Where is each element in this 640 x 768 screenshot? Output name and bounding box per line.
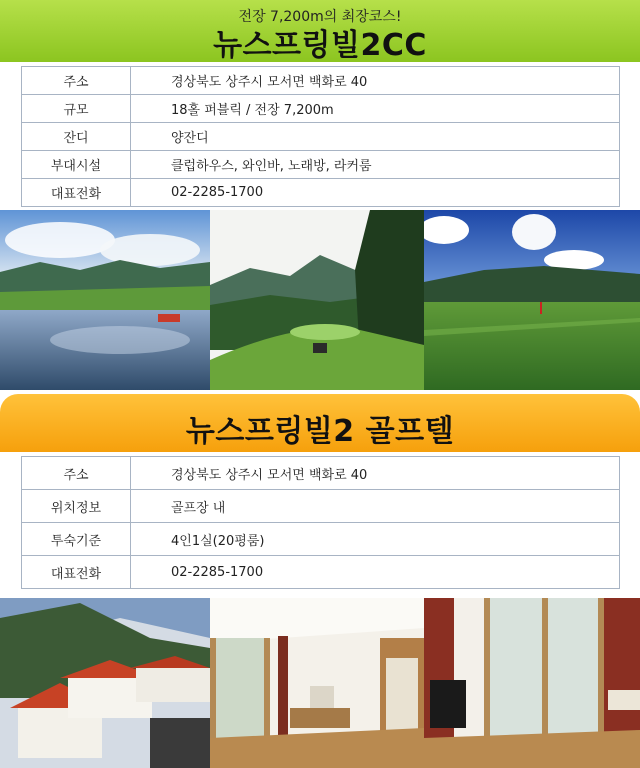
table-row xyxy=(22,95,620,123)
row-key: 대표전화 xyxy=(22,556,131,589)
row-value: 골프장 내 xyxy=(131,490,620,523)
golf-course-banner xyxy=(0,0,640,62)
golftel-living-room-photo xyxy=(424,598,640,768)
row-value: 02-2285-1700 xyxy=(131,556,620,589)
golf-lake-photo xyxy=(0,210,210,390)
golftel-exterior-photo xyxy=(0,598,210,768)
table-row xyxy=(22,490,620,523)
row-key: 주소 xyxy=(22,67,131,95)
golf-green-photo xyxy=(424,210,640,390)
golf-fairway-photo xyxy=(210,210,424,390)
golftel-info-table xyxy=(21,456,620,589)
table-row xyxy=(22,179,620,207)
golftel-title: 뉴스프링빌2 골프텔 xyxy=(185,414,455,449)
golftel-banner xyxy=(0,394,640,452)
row-value: 양잔디 xyxy=(131,123,620,151)
row-key: 규모 xyxy=(22,95,131,123)
row-key: 주소 xyxy=(22,457,131,490)
row-key: 위치정보 xyxy=(22,490,131,523)
golftel-room-photo xyxy=(210,598,424,768)
table-row xyxy=(22,556,620,589)
table-row xyxy=(22,123,620,151)
row-value: 18홀 퍼블릭 / 전장 7,200m xyxy=(131,95,620,123)
table-row xyxy=(22,523,620,556)
row-value: 클럽하우스, 와인바, 노래방, 라커룸 xyxy=(131,151,620,179)
row-value: 경상북도 상주시 모서면 백화로 40 xyxy=(131,67,620,95)
row-key: 투숙기준 xyxy=(22,523,131,556)
row-key: 부대시설 xyxy=(22,151,131,179)
golf-course-title: 뉴스프링빌2CC xyxy=(213,28,427,63)
table-row xyxy=(22,67,620,95)
row-value: 4인1실(20평룸) xyxy=(131,523,620,556)
row-key: 잔디 xyxy=(22,123,131,151)
row-value: 경상북도 상주시 모서면 백화로 40 xyxy=(131,457,620,490)
golf-course-info-table xyxy=(21,66,620,207)
table-row xyxy=(22,457,620,490)
row-value: 02-2285-1700 xyxy=(131,179,620,207)
table-row xyxy=(22,151,620,179)
golf-course-subtitle: 전장 7,200m의 최장코스! xyxy=(238,9,402,25)
row-key: 대표전화 xyxy=(22,179,131,207)
